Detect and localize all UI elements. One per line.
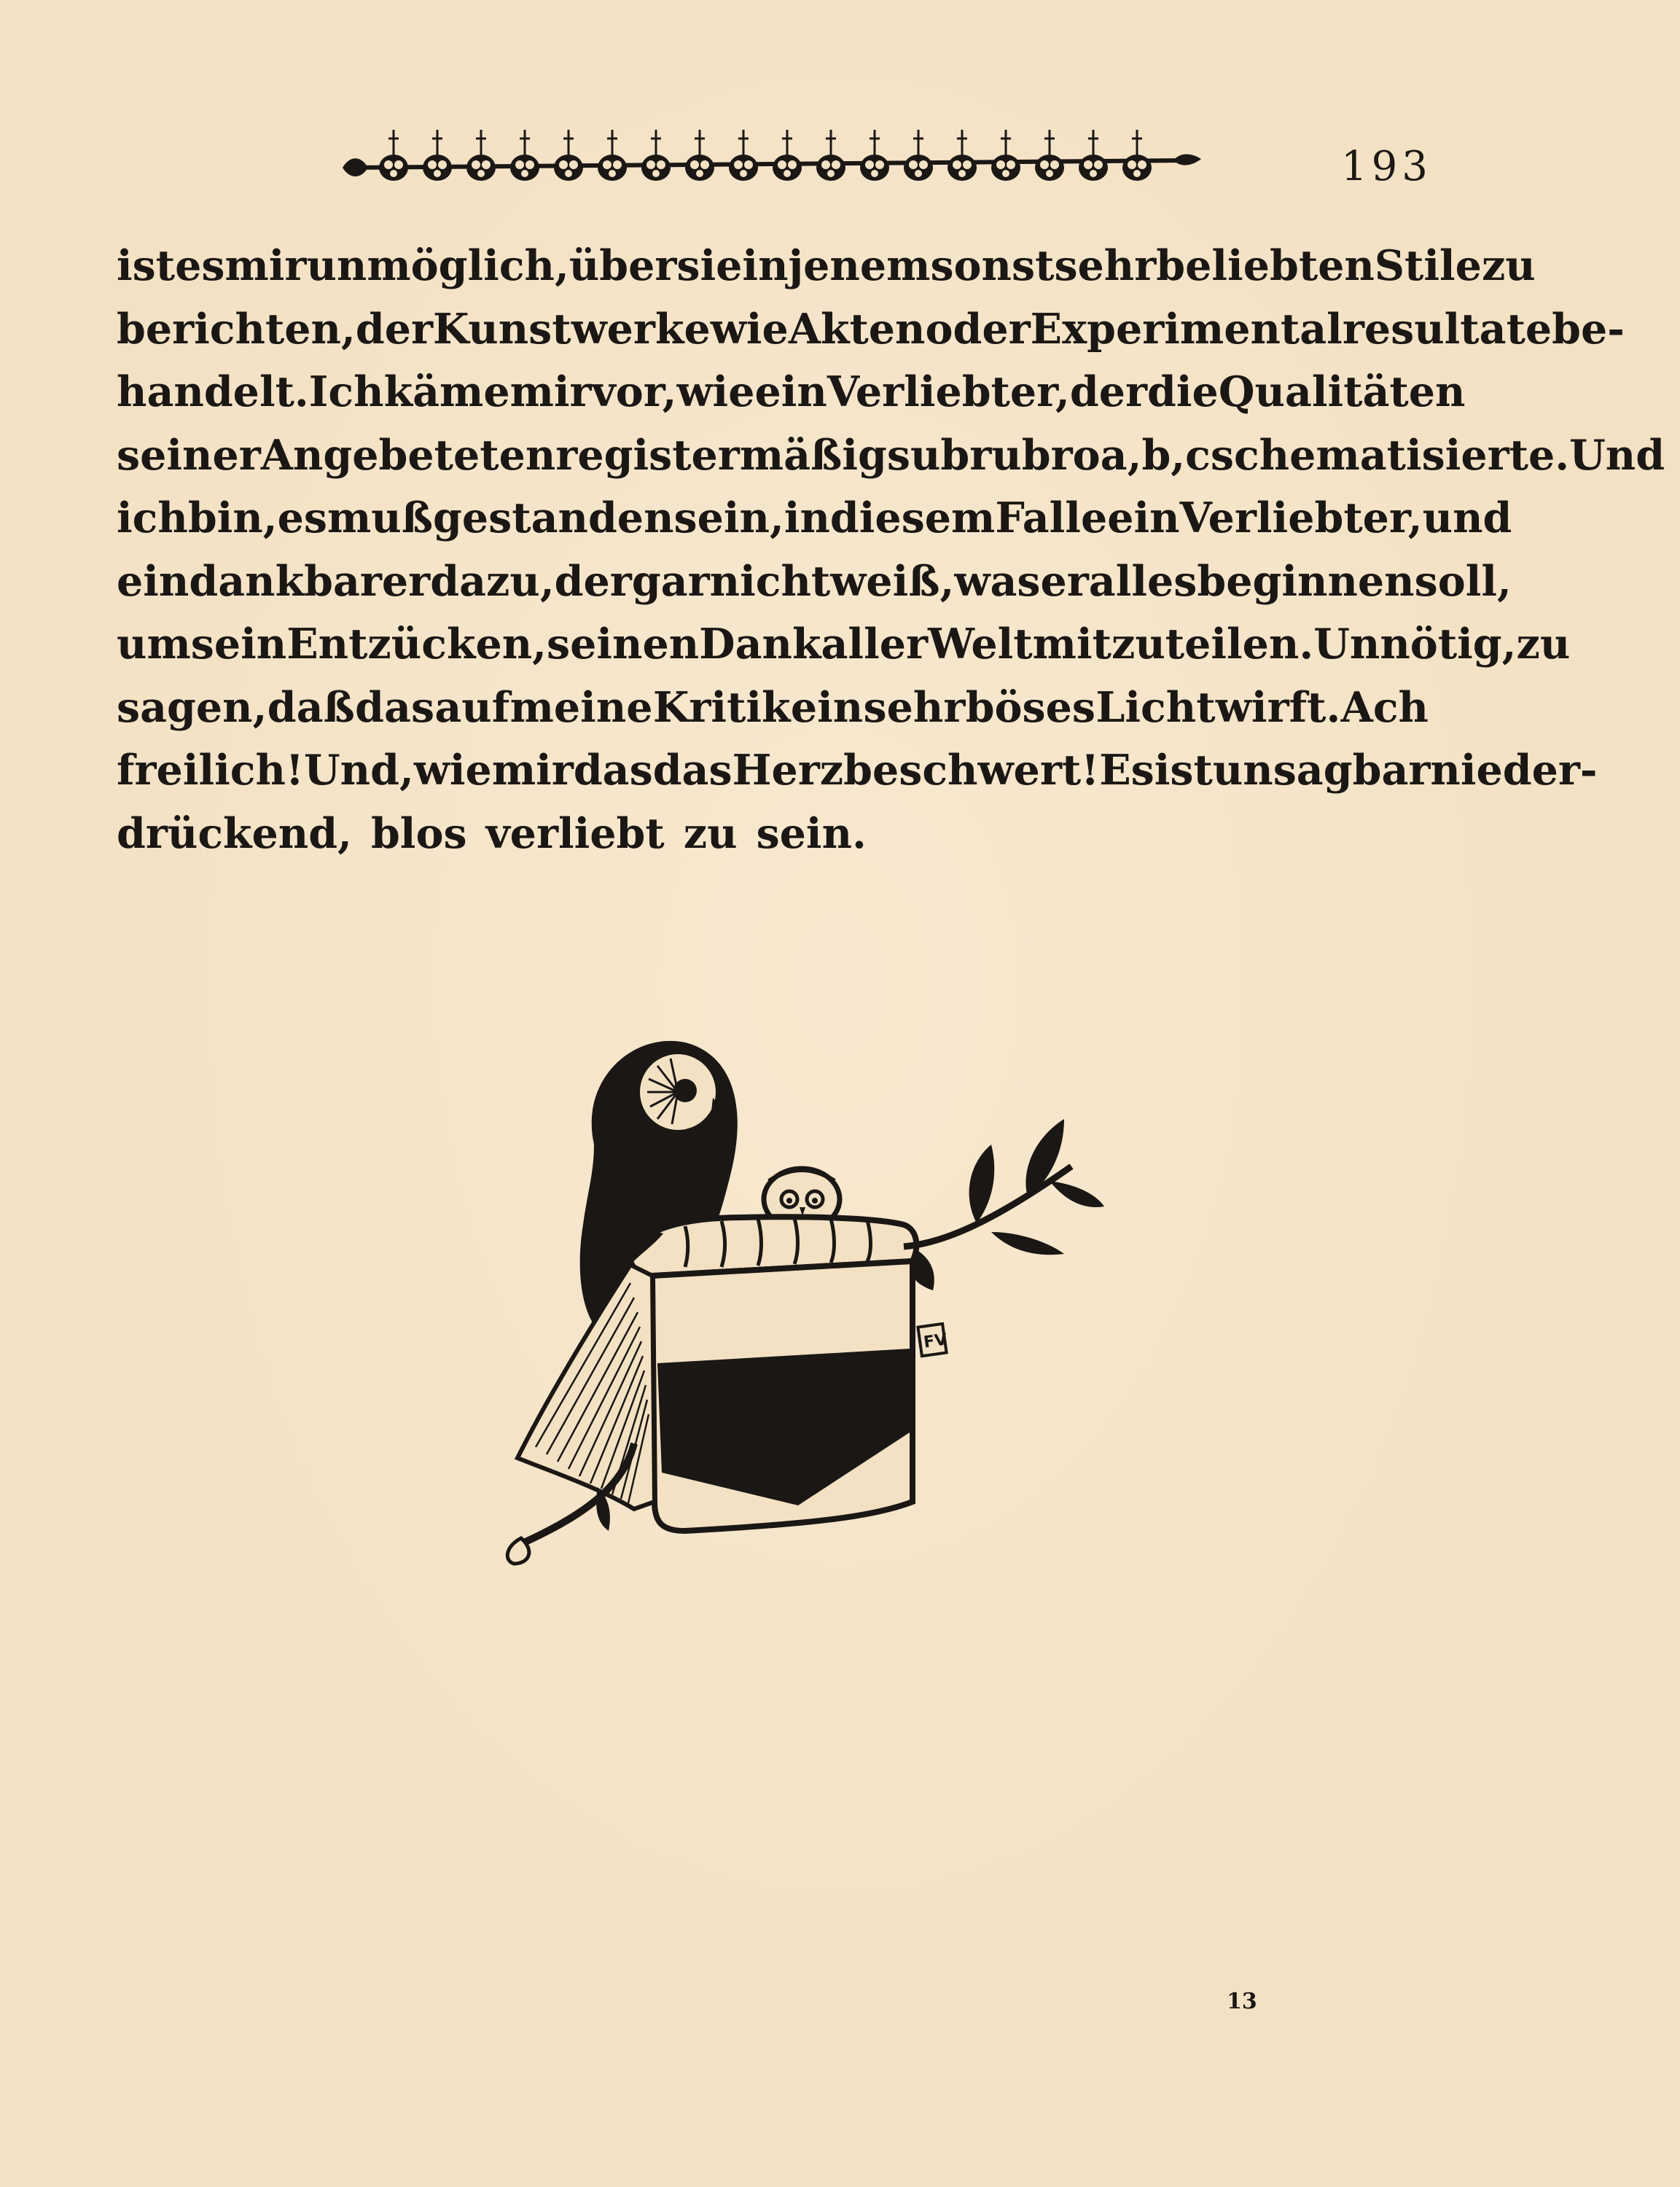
word: bin, <box>187 494 278 542</box>
word: sein, <box>673 494 784 542</box>
word: ist <box>117 241 176 290</box>
word: a, <box>1100 430 1142 480</box>
text-line <box>117 677 1429 740</box>
word: um <box>117 620 191 668</box>
word: Entzücken, <box>286 620 547 668</box>
text-line <box>117 613 1571 677</box>
word: wirft. <box>1215 682 1341 732</box>
ornament-flower <box>641 130 671 181</box>
ornament-flower <box>991 130 1020 181</box>
word: ein <box>1107 494 1180 542</box>
word: verliebt <box>485 808 665 858</box>
word: zu <box>683 808 738 858</box>
word: mir <box>491 746 574 795</box>
word: Stile <box>1374 241 1482 290</box>
word: sonst <box>930 241 1055 290</box>
word: beliebten <box>1156 241 1375 290</box>
ornament-flower <box>860 130 889 181</box>
word: schematisierte. <box>1210 430 1570 480</box>
word: was <box>954 556 1041 606</box>
word: ich <box>117 494 188 542</box>
word: sehr <box>1054 241 1157 290</box>
word: freilich! <box>117 746 304 795</box>
word: Es <box>1099 746 1154 795</box>
word: mir <box>509 367 592 416</box>
word: b, <box>1141 430 1186 480</box>
word: Herz <box>732 746 844 795</box>
word: registermäßig <box>555 430 887 480</box>
olive-branch <box>904 1119 1104 1290</box>
word: ein <box>754 367 827 416</box>
word: Akten <box>788 304 926 354</box>
ornament-flower <box>1035 130 1064 181</box>
word: aller <box>821 620 929 668</box>
word: Unnötig, <box>1313 620 1517 668</box>
text-line <box>117 803 1429 866</box>
word: und <box>1422 494 1512 542</box>
owl-illustration <box>466 1035 1122 1648</box>
word: weiß, <box>830 556 955 606</box>
ornament-flower <box>904 130 933 181</box>
word: mir <box>224 241 307 290</box>
word: zu <box>1516 620 1571 668</box>
text-line <box>117 424 1665 488</box>
ornament-flower <box>948 130 977 181</box>
word: sein. <box>756 808 867 858</box>
word: das <box>573 746 653 795</box>
word: Welt <box>928 620 1033 668</box>
word: seiner <box>117 430 261 480</box>
word: diesem <box>829 494 996 542</box>
word: blos <box>370 808 467 858</box>
word: unsagbar <box>1212 746 1431 795</box>
ornament-flower <box>773 130 802 181</box>
word: auf <box>434 682 510 732</box>
word: das <box>355 682 435 732</box>
word: wie <box>676 367 755 416</box>
text-line <box>117 739 1598 803</box>
word: Und <box>1569 430 1665 480</box>
word: sehr <box>863 682 966 732</box>
word: in <box>784 494 830 542</box>
word: wie <box>413 746 492 795</box>
word: böses <box>965 682 1096 732</box>
word: Und, <box>303 746 414 795</box>
word: Licht <box>1095 682 1216 732</box>
word: zu <box>1481 241 1536 290</box>
ornament-flower <box>423 130 452 181</box>
ornament-flower <box>598 130 627 181</box>
large-owl-pupil <box>673 1079 697 1102</box>
word: drückend, <box>117 808 352 858</box>
word: in <box>742 241 789 290</box>
word: käme <box>383 367 510 416</box>
word: Dank <box>699 620 821 668</box>
word: er <box>1040 556 1089 606</box>
ornament-flower <box>1079 130 1108 181</box>
word: Verliebter, <box>1179 494 1423 542</box>
word: jenem <box>788 241 931 290</box>
word: die <box>1147 367 1219 416</box>
word: nieder- <box>1430 746 1598 795</box>
word: be- <box>1552 304 1625 354</box>
text-line <box>117 361 1466 424</box>
word: Kunstwerke <box>433 304 711 354</box>
page-number: 193 <box>1341 143 1432 190</box>
word: ein <box>117 556 190 606</box>
text-line <box>117 235 1536 298</box>
word: sub <box>886 430 970 480</box>
word: soll, <box>1414 556 1512 606</box>
word: alles <box>1088 556 1198 606</box>
word: ist <box>1154 746 1213 795</box>
word: vor, <box>591 367 677 416</box>
word: daß <box>267 682 355 732</box>
word: beginnen <box>1197 556 1415 606</box>
word: sagen, <box>117 682 267 732</box>
word: rubro <box>969 430 1101 480</box>
ornament-flower <box>379 130 408 181</box>
word: unmöglich, <box>306 241 569 290</box>
ornament-flower <box>685 130 714 181</box>
word: mitzuteilen. <box>1032 620 1314 668</box>
word: seinen <box>547 620 700 668</box>
ornament-flower <box>510 130 539 181</box>
word: es <box>175 241 225 290</box>
word: berichten, <box>117 304 356 354</box>
word: gestanden <box>433 494 674 542</box>
word: meine <box>509 682 653 732</box>
word: Qualitäten <box>1218 367 1466 416</box>
word: es <box>277 494 327 542</box>
ornament-flower <box>554 130 583 181</box>
word: sie <box>676 241 743 290</box>
word: der <box>1069 367 1148 416</box>
ornament-flower <box>466 130 496 181</box>
ornament-flower <box>1122 130 1152 181</box>
signature-mark: 13 <box>1227 1989 1257 2014</box>
header-ornament <box>343 122 1203 192</box>
word: Falle <box>995 494 1108 542</box>
word: wie <box>710 304 789 354</box>
ornament-flower <box>816 130 845 181</box>
word: der <box>355 304 433 354</box>
word: der <box>554 556 632 606</box>
word: dankbarer <box>189 556 431 606</box>
word: gar <box>631 556 710 606</box>
word: Ach <box>1340 682 1429 732</box>
word: das <box>652 746 732 795</box>
word: beschwert! <box>843 746 1100 795</box>
word: sein <box>190 620 287 668</box>
word: nicht <box>709 556 831 606</box>
word: oder <box>925 304 1031 354</box>
monogram-fv <box>918 1324 948 1356</box>
ornament-cap-left <box>343 158 368 176</box>
word: handelt. <box>117 367 309 416</box>
word: Verliebter, <box>827 367 1070 416</box>
text-line <box>117 298 1625 362</box>
word: Angebeteten <box>260 430 556 480</box>
word: Ich <box>308 367 384 416</box>
word: Experimentalresultate <box>1030 304 1552 354</box>
ornament-flower <box>729 130 758 181</box>
word: muß <box>327 494 434 542</box>
word: dazu, <box>430 556 555 606</box>
word: c <box>1185 430 1211 480</box>
word: ein <box>790 682 864 732</box>
word: Kritik <box>652 682 791 732</box>
text-line <box>117 487 1512 550</box>
word: über <box>569 241 677 290</box>
ornament-cap-right <box>1173 155 1201 165</box>
body-paragraph <box>117 235 1665 865</box>
text-line <box>117 550 1512 614</box>
monogram-text: FV <box>922 1330 948 1352</box>
